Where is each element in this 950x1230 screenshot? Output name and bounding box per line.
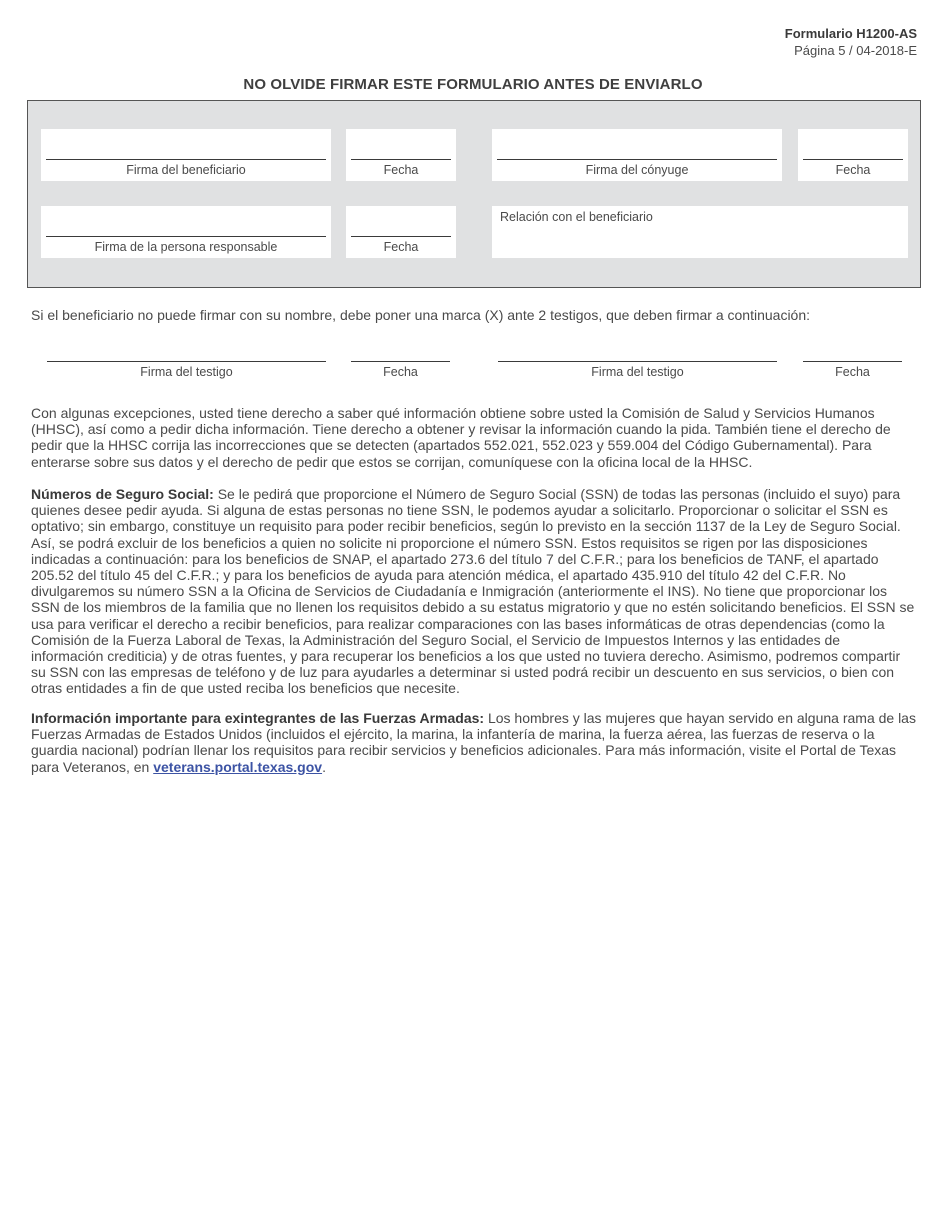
date-line xyxy=(351,159,451,160)
spouse-signature-label: Firma del cónyuge xyxy=(585,163,689,177)
signature-line xyxy=(498,361,777,362)
ssn-paragraph xyxy=(31,486,916,697)
responsible-date-field[interactable] xyxy=(346,206,456,258)
witness-signature-label: Firma del testigo xyxy=(591,365,684,379)
witness-1-signature-field[interactable] xyxy=(47,345,326,385)
signature-box xyxy=(27,100,921,288)
date-line xyxy=(351,236,451,237)
veterans-text: Los hombres y las mujeres que hayan servido en alguna rama de las Fuerzas Armadas de Estados Unidos (incluidos el ejército, la marina, la infantería de marina, la fuerza aérea, las fuerzas de reserva o la guardia nacional) podrían llenar los requisitos para recibir servicios y beneficios adicionales. Para más información, visite el Portal de Texas para Veteranos, en xyxy=(31,710,916,775)
beneficiary-signature-label: Firma del beneficiario xyxy=(126,163,246,177)
witness-instruction: Si el beneficiario no puede firmar con su nombre, debe poner una marca (X) ante 2 testigos, que deben firmar a continuación: xyxy=(31,307,811,323)
veterans-paragraph xyxy=(31,710,916,775)
witness-1-date-field[interactable] xyxy=(351,345,450,385)
date-line xyxy=(351,361,450,362)
form-header xyxy=(785,25,917,59)
sign-notice: NO OLVIDE FIRMAR ESTE FORMULARIO ANTES DE ENVIARLO xyxy=(243,76,703,93)
date-label: Fecha xyxy=(835,163,871,177)
ssn-text: Se le pedirá que proporcione el Número de Seguro Social (SSN) de todas las personas (incluido el suyo) para quienes desee pedir ayuda. Si alguna de estas personas no tiene SSN, le podemos ayudar a solicitarlo. Proporcionar o solicitar el SSN es optativo; sin embargo, constituye un requisito para poder recibir beneficios, según lo previsto en la sección 1137 de la Ley de Seguro Social. Así, se podrá excluir de los beneficios a quien no solicite ni proporcione el número SSN. Estos requisitos se rigen por las disposiciones indicadas a continuación: para los beneficios de SNAP, el apartado 273.6 del título 7 del C.F.R.; para los beneficios de TANF, el apartado 205.52 del título 45 del C.F.R.; y para los beneficios de ayuda para atención médica, el apartado 435.910 del título 42 del C.F.R. No divulgaremos su número SSN a la Oficina de Servicios de Ciudadanía e Inmigración (anteriormente el INS). No tiene que proporcionar los SSN de los miembros de la familia que no llenen los requisitos debido a su estatus migratorio y que no estén solicitando beneficios. El SSN se usa para verificar el derecho a recibir beneficios, para realizar comparaciones con las bases informáticas de otras dependencias (como la Comisión de la Fuerza Laboral de Texas, la Administración del Seguro Social, el Servicio de Impuestos Internos y las entidades de información crediticia) y de otras fuentes, y para recuperar los beneficios a los que usted no tuviera derecho. Asimismo, podremos compartir su SSN con las empresas de teléfono y de luz para ayudarles a determinar si usted podrá recibir un descuento en sus servicios, o bien con otras entidades a fin de que usted reciba los beneficios que necesite. xyxy=(31,486,915,697)
spouse-signature-field[interactable] xyxy=(492,129,782,181)
date-line xyxy=(803,159,903,160)
relationship-field[interactable] xyxy=(492,206,908,258)
date-line xyxy=(803,361,902,362)
witness-2-signature-field[interactable] xyxy=(498,345,777,385)
responsible-signature-field[interactable] xyxy=(41,206,331,258)
witness-2-date-field[interactable] xyxy=(803,345,902,385)
date-label: Fecha xyxy=(835,365,870,379)
signature-line xyxy=(497,159,777,160)
veterans-end: . xyxy=(322,758,326,775)
date-label: Fecha xyxy=(383,365,418,379)
date-label: Fecha xyxy=(383,240,419,254)
privacy-paragraph: Con algunas excepciones, usted tiene derecho a saber qué información obtiene sobre usted la Comisión de Salud y Servicios Humanos (HHSC), así como a pedir dicha información. Tiene derecho a obtener y revisar la información cuando la pida. También tiene el derecho de pedir que la HHSC corrija las incorrecciones que se detecten (apartados 552.021, 552.023 y 559.004 del Código Gubernamental). Para enterarse sobre sus datos y el derecho de pedir que estos se corrijan, comuníquese con la oficina local de la HHSC. xyxy=(31,405,891,470)
signature-line xyxy=(46,236,326,237)
beneficiary-signature-field[interactable] xyxy=(41,129,331,181)
date-label: Fecha xyxy=(383,163,419,177)
responsible-signature-label: Firma de la persona responsable xyxy=(94,240,278,254)
signature-line xyxy=(46,159,326,160)
witness-signature-label: Firma del testigo xyxy=(140,365,233,379)
beneficiary-date-field[interactable] xyxy=(346,129,456,181)
ssn-heading: Números de Seguro Social: xyxy=(31,486,214,502)
veterans-heading: Información importante para exintegrantes de las Fuerzas Armadas: xyxy=(31,710,485,726)
form-id: Formulario H1200-AS xyxy=(784,26,917,41)
relationship-label: Relación con el beneficiario xyxy=(500,210,653,224)
spouse-date-field[interactable] xyxy=(798,129,908,181)
signature-line xyxy=(47,361,326,362)
page-info: Página 5 / 04-2018-E xyxy=(794,43,917,58)
veterans-portal-link[interactable]: veterans.portal.texas.gov xyxy=(153,758,323,775)
